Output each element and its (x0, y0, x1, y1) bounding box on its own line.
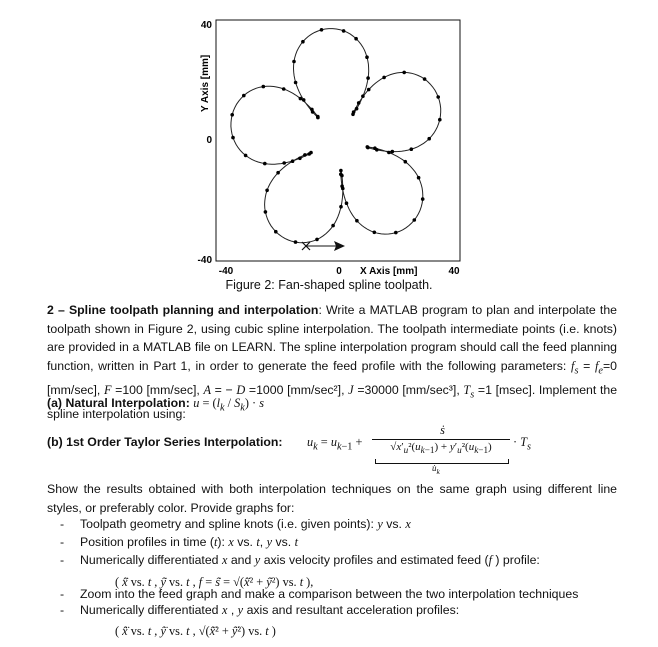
spline-knot (298, 157, 302, 161)
spline-knot (282, 161, 286, 165)
spline-knot (265, 189, 269, 193)
velocity-equation: ( x̂̇ vs. t , ŷ̇ vs. t , f = ŝ̇ = √(x̂̇² + ŷ̇²) vs. t ), (115, 575, 314, 589)
spline-knot (340, 184, 344, 188)
spline-knot (361, 94, 365, 98)
spline-knot (427, 137, 431, 141)
plot-frame (216, 20, 460, 261)
natural-interpolation-line: (a) Natural Interpolation: $u = (l_k / S_k) \cdot s$ (47, 396, 264, 414)
figure-caption: Figure 2: Fan-shaped spline toolpath. (225, 278, 433, 292)
x-tick-40: 40 (448, 266, 460, 277)
spline-knot (417, 176, 421, 180)
vs-3c: vs. (282, 575, 297, 589)
spline-knot (276, 171, 280, 175)
x-axis-label: X Axis [mm] (360, 266, 418, 277)
param-A-D: =1000 [mm/sec²], (248, 382, 345, 397)
vs-5c: vs. (248, 624, 263, 638)
spline-knot (357, 101, 361, 105)
spline-knot (263, 162, 267, 166)
spline-knot (394, 231, 398, 235)
bullet-4-text: Zoom into the feed graph and make a comparison between the two interpolation techniques (80, 587, 579, 601)
spline-knot (355, 107, 359, 111)
x-tick-0: 0 (336, 266, 342, 277)
spline-knot (264, 210, 268, 214)
vs-3b: vs. (169, 575, 184, 589)
spline-knot (294, 81, 298, 85)
section-title: 2 – Spline toolpath planning and interpolation (47, 303, 319, 317)
bullet-1-text: Toolpath geometry and spline knots (i.e. given points): (80, 517, 374, 531)
spline-knot (294, 240, 298, 244)
spline-knot (339, 173, 343, 177)
spline-knot (345, 201, 349, 205)
y-tick-neg40: -40 (197, 255, 212, 266)
vs-5b: vs. (169, 624, 184, 638)
spline-knot (365, 55, 369, 59)
section-paragraph: 2 – Spline toolpath planning and interpolation: Write a MATLAB program to plan and interpolate the toolpath shown in Figure 2, using cubic spline interpolation. The toolpath intermediate points (i.e. knots) are provided in a MATLAB file on LEARN. The spline interpolation program should call the feed planning function, written in Part 1, in order to generate the feed profile with the following parameters: $f_s = f_e=0$ [mm/sec], F =100 [mm/sec], A = − D =1000 [mm/sec²], J =30000 [mm/sec³], $T_s =1$ [msec]. Implement the spline interpolation using: (47, 303, 618, 421)
spline-knot (355, 219, 359, 223)
spline-knot (339, 205, 343, 209)
x-tick-neg40: -40 (218, 266, 234, 277)
acceleration-equation: ( x̂̈ vs. t , ŷ̈ vs. t , √(x̂̈² + ŷ̈²) vs. t ) (115, 624, 276, 638)
spline-knot (282, 87, 286, 91)
bullet-5-text: Numerically differentiated (80, 603, 219, 617)
spline-knot (391, 150, 395, 154)
spline-knot (375, 148, 379, 152)
spline-knot (299, 97, 303, 101)
spline-knot (301, 40, 305, 44)
vs-2b: vs. (275, 535, 292, 549)
spline-knot (354, 37, 358, 41)
spline-knot (342, 29, 346, 33)
vs-1: vs. (386, 517, 402, 531)
section-intro: : Write a MATLAB program to plan and interpolate the toolpath shown in Figure 2, using cubic spline interpolation. The toolpath intermediate points (i.e. knots) are provided in a MATLAB file on LEARN. The spline interpolation program should call the feed planning function, written in Part 1, in order to generate the feed profile with the following parameters: (47, 303, 617, 373)
spline-knot (274, 230, 278, 234)
spline-knot (382, 76, 386, 80)
param-fs-fe: =0 [mm/sec], (47, 358, 617, 397)
spline-knot (262, 85, 266, 89)
spline-knot (351, 113, 355, 117)
spline-knot (231, 136, 235, 140)
spline-knot (339, 169, 343, 173)
spline-knot (436, 95, 440, 99)
vs-5a: vs. (130, 624, 145, 638)
bullet-5-end: axis and resultant acceleration profiles: (246, 603, 460, 617)
spline-knot (438, 118, 442, 122)
spline-knot (402, 71, 406, 75)
spline-knot (367, 88, 371, 92)
spline-knot (292, 60, 296, 64)
spline-knot (302, 98, 306, 102)
bullet-3-and: and (230, 553, 252, 567)
spline-knot (421, 197, 425, 201)
spline-knot (320, 28, 324, 32)
spline-knot (310, 108, 314, 112)
param-J: =30000 [mm/sec³], (357, 382, 460, 397)
vs-3a: vs. (130, 575, 145, 589)
spline-knot (315, 238, 319, 242)
spline-knot (366, 146, 370, 150)
spline-knot (413, 218, 417, 222)
bullet-3-end: axis velocity profiles and estimated feed ( (263, 553, 489, 567)
spline-knot (291, 159, 295, 163)
spline-knot (387, 151, 391, 155)
spline-knot (423, 77, 427, 81)
spline-knots (230, 28, 441, 244)
bullet-3-close: ) profile: (495, 553, 540, 567)
spline-knot (242, 94, 246, 98)
spline-knot (244, 154, 248, 158)
spline-knot (366, 76, 370, 80)
spline-knot (309, 151, 313, 155)
y-tick-40: 40 (200, 20, 212, 31)
spline-curve (231, 29, 441, 243)
y-tick-0: 0 (206, 135, 212, 146)
spline-knot (373, 231, 377, 235)
bullet-2-text: Position profiles in time ( (80, 535, 214, 549)
spline-knot (316, 115, 320, 119)
show-results-paragraph: Show the results obtained with both interpolation techniques on the same graph using different line styles, or preferably color. Provide graphs for: (47, 482, 617, 515)
spline-knot (303, 153, 307, 157)
spline-knot (331, 224, 335, 228)
param-F: =100 [mm/sec], (115, 382, 200, 397)
spline-knot (410, 147, 414, 151)
natural-interpolation-label: (a) Natural Interpolation: (47, 396, 190, 410)
toolpath-plot (0, 0, 658, 282)
spline-knot (230, 113, 234, 117)
figure-2-toolpath (0, 0, 658, 292)
bullet-3-text: Numerically differentiated (80, 553, 219, 567)
param-Ts: =1 [msec]. Implement the spline interpolation using: (47, 382, 618, 421)
y-axis-label: Y Axis [mm] (200, 54, 211, 112)
spline-knot (404, 160, 408, 164)
taylor-interpolation-label: (b) 1st Order Taylor Series Interpolation: (47, 435, 283, 449)
vs-2a: vs. (237, 535, 253, 549)
